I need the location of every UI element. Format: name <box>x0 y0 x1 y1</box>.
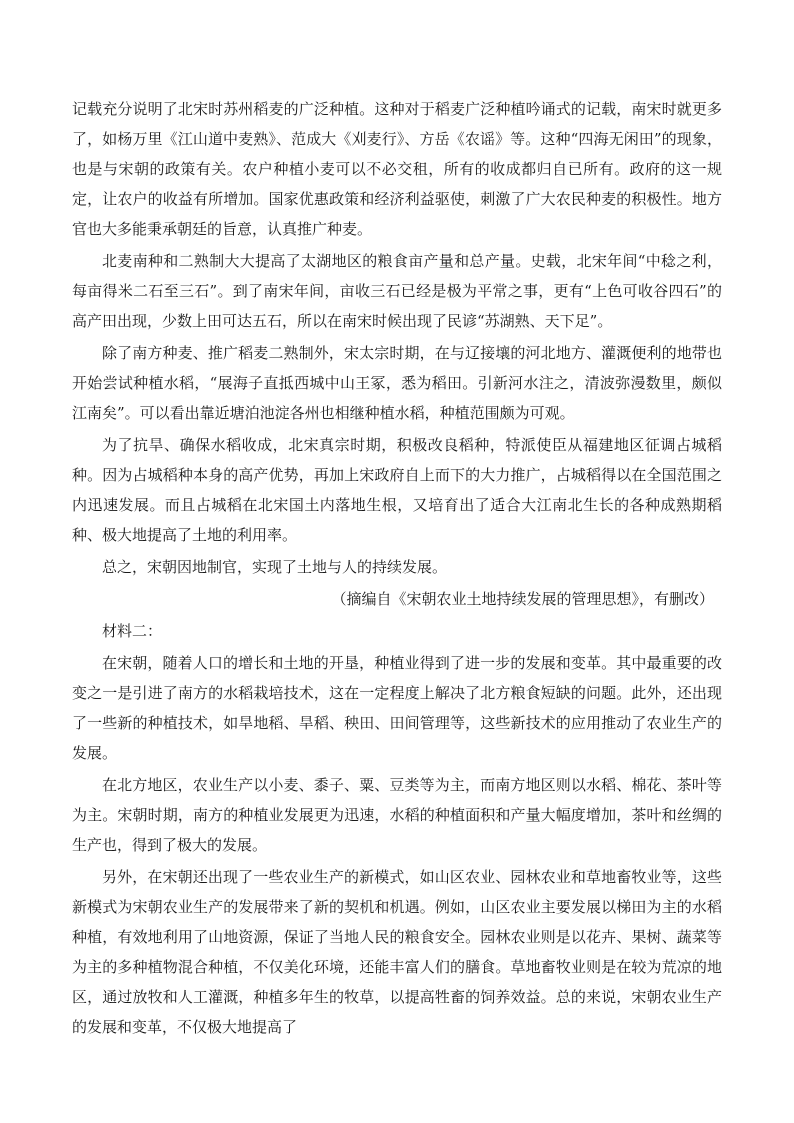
paragraph-6: 在宋朝，随着人口的增长和土地的开垦，种植业得到了进一步的发展和变革。其中最重要的改变之一是引进了南方的水稻栽培技术，这在一定程度上解决了北方粮食短缺的问题。此外，还出现了一些新的种植技术，如旱地稻、旱稻、秧田、田间管理等，这些新技术的应用推动了农业生产的发展。 <box>72 654 722 762</box>
paragraph-7: 在北方地区，农业生产以小麦、黍子、粟、豆类等为主，而南方地区则以水稻、棉花、茶叶等为主。宋朝时期，南方的种植业发展更为迅速，水稻的种植面积和产量大幅度增加，茶叶和丝绸的生产也，得到了极大的发展。 <box>72 776 722 854</box>
paragraph-1: 记载充分说明了北宋时苏州稻麦的广泛种植。这种对于稻麦广泛种植吟诵式的记载，南宋时就更多了，如杨万里《江山道中麦熟》、范成大《刈麦行》、方岳《农谣》等。这种“四海无闲田”的现象，也是与宋朝的政策有关。农户种植小麦可以不必交租，所有的收成都归自已所有。政府的这一规定，让农户的收益有所增加。国家优惠政策和经济利益驱使，刺激了广大农民种麦的积极性。地方官也大多能秉承朝廷的旨意，认真推广种麦。 <box>72 100 722 238</box>
paragraph-3: 除了南方种麦、推广稻麦二熟制外，宋太宗时期，在与辽接壤的河北地方、灌溉便利的地带也开始尝试种植水稻，“展海子直抵西城中山王冢，悉为稻田。引新河水注之，清波弥漫数里，颇似江南矣”。可以看出靠近塘泊池淀各州也相继种植水稻，种植范围颇为可观。 <box>72 344 722 422</box>
section-label: 材料二： <box>102 622 163 640</box>
paragraph-5: 总之，宋朝因地制官，实现了土地与人的持续发展。 <box>102 558 448 576</box>
source-citation: （摘编自《宋朝农业土地持续发展的管理思想》，有删改） <box>331 590 714 608</box>
document-page <box>72 94 722 1044</box>
paragraph-8: 另外，在宋朝还出现了一些农业生产的新模式，如山区农业、园林农业和草地畜牧业等，这些新模式为宋朝农业生产的发展带来了新的契机和机遇。例如，山区农业主要发展以梯田为主的水稻种植，有效地利用了山地资源，保证了当地人民的粮食安全。园林农业则是以花卉、果树、蔬菜等为主的多种植物混合种植，不仅美化环境，还能丰富人们的膳食。草地畜牧业则是在较为荒凉的地区，通过放牧和人工灌溉，种植多年生的牧草，以提高牲畜的饲养效益。总的来说，宋朝农业生产的发展和变革，不仅极大地提高了 <box>72 868 722 1036</box>
paragraph-2: 北麦南种和二熟制大大提高了太湖地区的粮食亩产量和总产量。史载，北宋年间“中稔之利，每亩得米二石至三石”。到了南宋年间，亩收三石已经是极为平常之事，更有“上色可收谷四石”的高产田出现，少数上田可达五石，所以在南宋时候出现了民谚“苏湖熟、天下足”。 <box>72 252 722 330</box>
paragraph-4: 为了抗旱、确保水稻收成，北宋真宗时期，积极改良稻种，特派使臣从福建地区征调占城稻种。因为占城稻种本身的高产优势，再加上宋政府自上而下的大力推广，占城稻得以在全国范围之内迅速发展。而且占城稻在北宋国土内落地生根，又培育出了适合大江南北生长的各种成熟期稻种、极大地提高了土地的利用率。 <box>72 436 722 544</box>
